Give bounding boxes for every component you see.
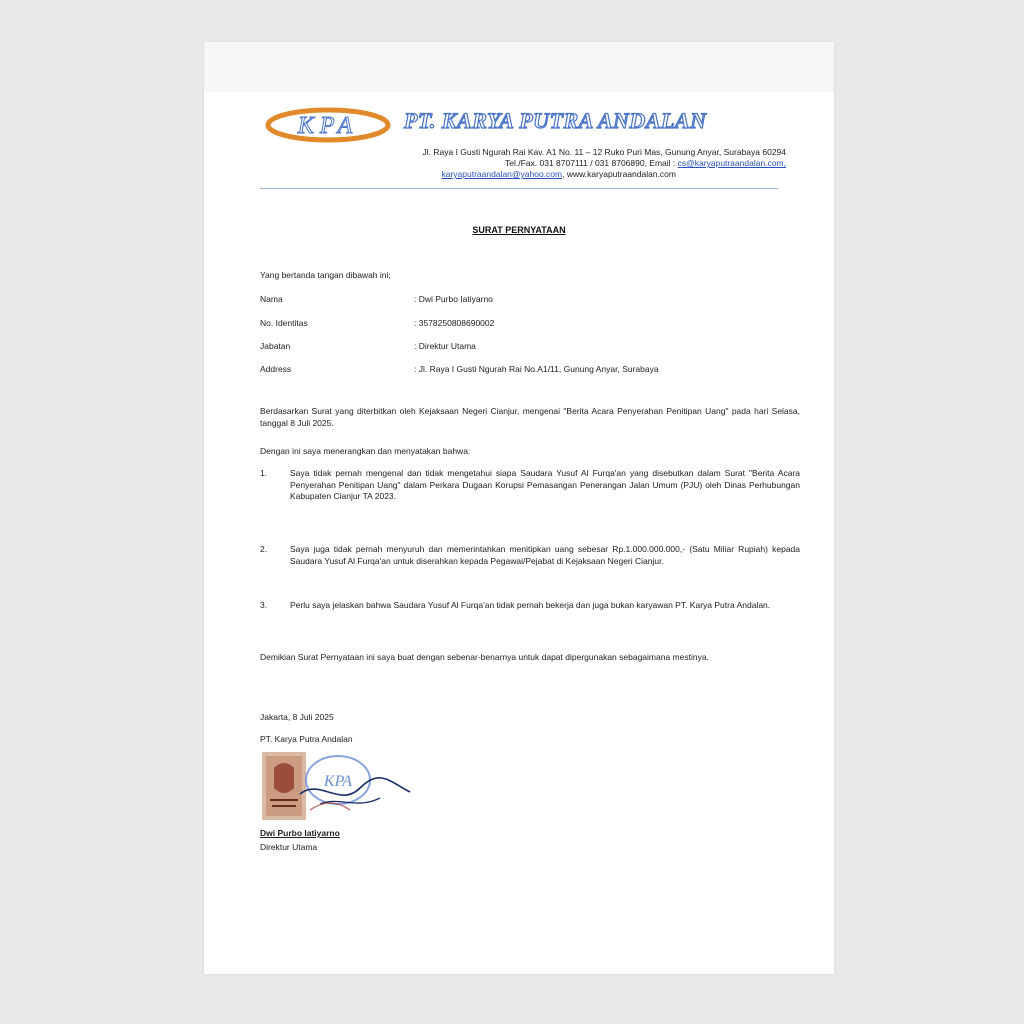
letterhead-contact <box>256 147 786 180</box>
company-contact <box>256 158 786 169</box>
field-label-id: No. Identitas <box>260 318 308 328</box>
list-number: 2. <box>260 544 268 554</box>
signer-title: Direktur Utama <box>260 842 318 852</box>
place-date: Jakarta, 8 Juli 2025 <box>260 712 334 722</box>
intro-text: Yang bertanda tangan dibawah ini; <box>260 270 391 280</box>
email-link-secondary[interactable]: karyaputraandalan@yahoo.com <box>441 169 563 179</box>
website: , www.karyaputraandalan.com <box>562 169 676 179</box>
field-value-name: : Dwi Purbo Iatiyarno <box>414 294 493 304</box>
closing-paragraph: Demikian Surat Pernyataan ini saya buat dengan sebenar-benarnya untuk dapat dipergunakan sebagaimana mestinya. <box>260 652 709 662</box>
field-value-position: : Direktur Utama <box>414 341 476 351</box>
stamp-signature-image <box>260 748 428 826</box>
signer-name: Dwi Purbo Iatiyarno <box>260 828 340 838</box>
letterhead-divider <box>260 188 778 189</box>
logo-text: KPA <box>297 113 359 139</box>
list-item: Saya tidak pernah mengenal dan tidak mengetahui siapa Saudara Yusuf Al Furqa'an yang disebutkan dalam Surat "Berita Acara Penyerahan Penitipan Uang" dalam Perkara Dugaan Korupsi Pemasangan Penerangan Jalan Umum (PJU) oleh Dinas Perhubungan Kabupaten Cianjur TA 2023. <box>290 468 800 501</box>
paragraph-statement-intro: Dengan ini saya menerangkan dan menyatakan bahwa: <box>260 446 471 456</box>
company-signature-line: PT. Karya Putra Andalan <box>260 734 353 744</box>
company-logo <box>264 106 396 144</box>
list-item: Perlu saya jelaskan bahwa Saudara Yusuf Al Furqa'an tidak pernah bekerja dan juga bukan karyawan PT. Karya Putra Andalan. <box>290 600 771 610</box>
field-label-name: Nama <box>260 294 283 304</box>
company-web <box>256 169 786 180</box>
letter-title: SURAT PERNYATAAN <box>472 225 566 235</box>
field-label-address: Address <box>260 364 292 374</box>
email-link-primary[interactable]: cs@karyaputraandalan.com, <box>677 158 786 168</box>
list-number: 1. <box>260 468 268 478</box>
letter-page <box>204 42 834 974</box>
list-number: 3. <box>260 600 268 610</box>
field-value-address: : Jl. Raya I Gusti Ngurah Rai No.A1/11, Gunung Anyar, Surabaya <box>414 364 659 374</box>
page-top-band <box>204 42 834 92</box>
field-value-id: : 3578250808690002 <box>414 318 495 328</box>
company-name: PT. KARYA PUTRA ANDALAN <box>404 108 707 133</box>
phone-fax: Tel./Fax. 031 8707111 / 031 8706890, Email : <box>505 158 676 168</box>
field-label-position: Jabatan <box>260 341 291 351</box>
svg-text:KPA: KPA <box>323 773 353 790</box>
list-item: Saya juga tidak pernah menyuruh dan memerintahkan menitipkan uang sebesar Rp.1.000.000.000,- (Satu Miliar Rupiah) kepada Saudara Yusuf Al Furqa'an untuk diserahkan kepada Pegawai/Pejabat di Kejaksaan Negeri Cianjur. <box>290 544 800 566</box>
paragraph-reference: Berdasarkan Surat yang diterbitkan oleh Kejaksaan Negeri Cianjur, mengenai "Berita Acara Penyerahan Penitipan Uang" pada hari Selasa, tanggal 8 Juli 2025. <box>260 406 800 428</box>
company-address: Jl. Raya I Gusti Ngurah Rai Kav. A1 No. 11 – 12 Ruko Puri Mas, Gunung Anyar, Surabaya 60294 <box>422 147 786 157</box>
